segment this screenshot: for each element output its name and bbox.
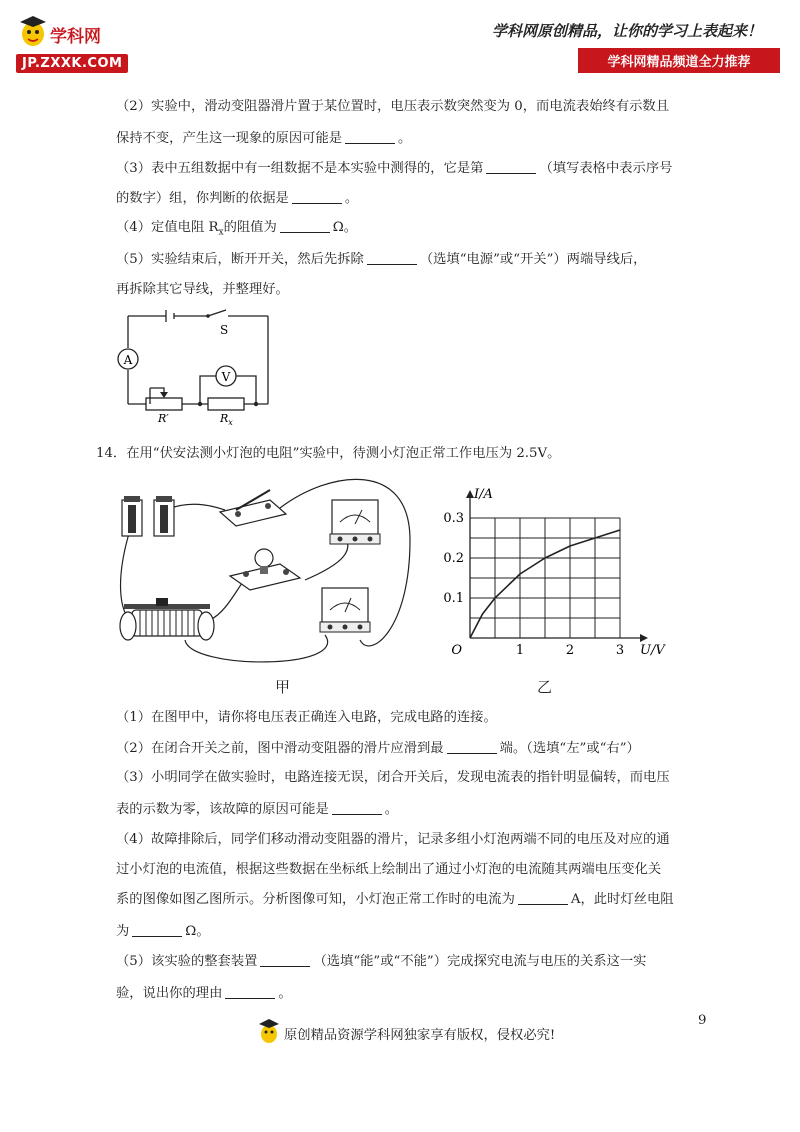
x-tick-label: 1 [515, 643, 525, 658]
text: （2）在闭合开关之前，图中滑动变阻器的滑片应滑到最 [116, 741, 444, 756]
answer-blank[interactable] [260, 952, 310, 967]
resistor-subscript: x [228, 418, 233, 427]
text: （4）定值电阻 R [116, 220, 219, 235]
text: （选填“电源”或“开关”）两端导线后， [419, 252, 647, 267]
y-tick-label: 0.3 [443, 511, 464, 526]
text: （3）表中五组数据中有一组数据不是本实验中测得的，它是第 [116, 161, 484, 176]
x-axis-arrow [640, 634, 648, 642]
q14-part4-line3 [116, 890, 674, 910]
answer-blank[interactable] [225, 984, 275, 999]
text: 验，说出你的理由 [116, 986, 223, 1001]
text: 的数字）组，你判断的依据是 [116, 191, 289, 206]
copyright-text: 原创精品资源学科网独家享有版权，侵权必究! [284, 1028, 556, 1043]
logo-name: 学科网 [50, 27, 101, 47]
answer-blank[interactable] [486, 159, 536, 174]
text: 。 [398, 131, 412, 146]
answer-blank[interactable] [345, 129, 395, 144]
y-tick-label: 0.2 [443, 551, 464, 566]
subscript: x [218, 227, 224, 238]
text: 。 [278, 986, 292, 1001]
text: A，此时灯丝电阻 [570, 892, 674, 907]
text: Ω。 [332, 220, 358, 235]
answer-blank[interactable] [447, 739, 497, 754]
header-tagline: 学科网精品频道全力推荐 [578, 48, 780, 73]
origin-label: O [451, 643, 462, 658]
q13-part3-line2 [116, 189, 358, 209]
q14-part3-line1: （3）小明同学在做实验时，电路连接无误，闭合开关后，发现电流表的指针明显偏转，而电压 [116, 770, 670, 785]
lamp-icon [230, 549, 300, 590]
x-tick-label: 3 [615, 643, 625, 658]
ammeter-icon [320, 588, 370, 632]
q14-part5-line1 [116, 952, 646, 972]
text: （选填“能”或“不能”）完成探究电流与电压的关系这一实 [313, 954, 647, 969]
text: （5）该实验的整套装置 [116, 954, 258, 969]
q14-part3-line2 [116, 800, 398, 820]
text: Ω。 [185, 924, 210, 939]
q13-part2-line2 [116, 129, 411, 149]
rheostat-icon [120, 598, 214, 640]
q13-part2-line1: （2）实验中，滑动变阻器滑片置于某位置时，电压表示数突然变为 0，而电流表始终有示数且 [116, 99, 670, 114]
mascot-icon [258, 1018, 280, 1044]
rheostat-label: R′ [158, 412, 169, 425]
apparatus-figure [110, 470, 430, 680]
voltmeter-label: V [221, 370, 231, 384]
text: 系的图像如图乙图所示。分析图像可知，小灯泡正常工作时的电流为 [116, 892, 515, 907]
answer-blank[interactable] [132, 922, 182, 937]
switch-icon [220, 490, 286, 526]
answer-blank[interactable] [292, 189, 342, 204]
q14-part4-line2: 过小灯泡的电流值，根据这些数据在坐标纸上绘制出了通过小灯泡的电流随其两端电压变化关 [116, 862, 662, 877]
q14-stem: 14．在用“伏安法测小灯泡的电阻”实验中，待测小灯泡正常工作电压为 2.5V。 [96, 446, 561, 461]
text: 表的示数为零，该故障的原因可能是 [116, 802, 329, 817]
header-slogan: 学科网原创精品，让你的学习上表起来！ [492, 22, 763, 40]
q13-part3-line1 [116, 159, 672, 179]
battery-icon [122, 496, 174, 536]
figure-jia-caption: 甲 [275, 678, 291, 696]
page-number: 9 [698, 1013, 707, 1028]
text: 端。（选填“左”或“右”） [499, 741, 640, 756]
text: 。 [344, 191, 359, 206]
logo-url: JP.ZXXK.COM [16, 54, 128, 73]
x-axis-label: U/V [640, 643, 665, 658]
q14-part2 [116, 739, 640, 759]
resistor-letter: R [220, 412, 229, 425]
q14-part4-line1: （4）故障排除后，同学们移动滑动变阻器的滑片，记录多组小灯泡两端不同的电压及对应的通 [116, 832, 670, 847]
q13-part5-line2: 再拆除其它导线，并整理好。 [116, 282, 289, 297]
iu-chart [440, 480, 670, 660]
y-axis-label: I/A [474, 487, 493, 502]
header-logo [16, 14, 166, 74]
text: （填写表格中表示序号 [539, 161, 673, 176]
text: （5）实验结束后，断开开关，然后先拆除 [116, 252, 364, 267]
ammeter-label: A [123, 353, 133, 367]
resistor-label [219, 412, 233, 427]
answer-blank[interactable] [367, 250, 417, 265]
q13-part5-line1 [116, 250, 646, 270]
y-axis-arrow [466, 490, 474, 498]
figure-yi-caption: 乙 [537, 678, 553, 696]
text: 的阻值为 [223, 220, 277, 235]
switch-label: S [220, 323, 229, 337]
answer-blank[interactable] [332, 800, 382, 815]
y-tick-label: 0.1 [443, 591, 464, 606]
q14-part5-line2 [116, 984, 292, 1004]
x-tick-label: 2 [565, 643, 575, 658]
circuit-diagram [108, 308, 278, 427]
text: 为 [116, 924, 130, 939]
text: 保持不变，产生这一现象的原因可能是 [116, 131, 343, 146]
q14-part4-line4 [116, 922, 210, 942]
answer-blank[interactable] [518, 890, 568, 905]
answer-blank[interactable] [280, 218, 330, 233]
mascot-icon [16, 14, 50, 48]
q13-part4 [116, 218, 357, 243]
text: 。 [384, 802, 399, 817]
q14-part1: （1）在图甲中，请你将电压表正确连入电路，完成电路的连接。 [116, 710, 497, 725]
voltmeter-icon [330, 500, 380, 544]
